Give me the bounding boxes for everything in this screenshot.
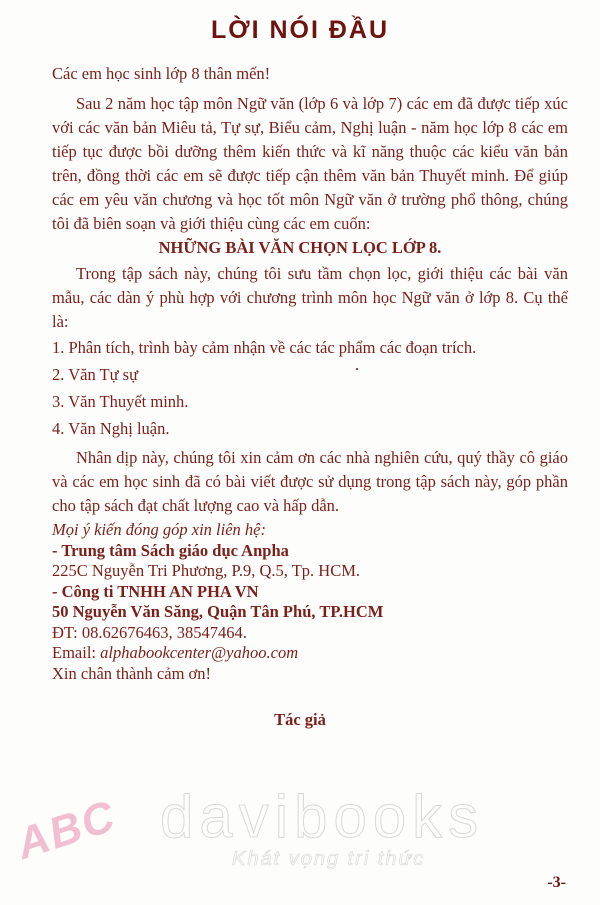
page-number: -3- [547,874,566,891]
org2-name: - Công ti TNHH AN PHA VN [52,581,259,601]
email-line [52,643,383,664]
watermark-brand: davibooks [160,783,485,850]
contact-intro: Mọi ý kiến đóng góp xin liên hệ: [52,520,266,539]
intro-paragraph: Sau 2 năm học tập môn Ngữ văn (lớp 6 và lớp 7) các em đã được tiếp xúc với các văn bản Miêu tả, Tự sự, Biểu cảm, Nghị luận - năm học lớp 8 các em tiếp tục được bồi dưỡng thêm kiến thức và kĩ năng thuộc các kiểu văn bản trên, đồng thời các em sẽ được tiếp cận thêm văn bản Thuyết minh. Để giúp các em yêu văn chương và học tốt môn Ngữ văn ở trường phổ thông, chúng tôi đã biên soạn và giới thiệu cùng các em cuốn: [52,94,568,233]
content-paragraph: Trong tập sách này, chúng tôi sưu tầm chọn lọc, giới thiệu các bài văn mẫu, các dàn ý phù hợp với chương trình môn học Ngữ văn ở lớp 8. Cụ thể là: [52,264,568,331]
org1-address: 225C Nguyễn Tri Phương, P.9, Q.5, Tp. HCM. [52,561,361,580]
ink-dot [356,368,358,370]
thanks-paragraph: Nhân dịp này, chúng tôi xin cảm ơn các nhà nghiên cứu, quý thầy cô giáo và các em học sinh đã có bài viết được sử dụng trong tập sách này, góp phần cho tập sách đạt chất lượng cao và hấp dẫn. [52,448,568,515]
list-item: 2. Văn Tự sự [52,365,139,384]
email-label: Email: [52,643,101,662]
list-item: 1. Phân tích, trình bày cảm nhận về các tác phẩm các đoạn trích. [52,338,477,357]
list-item: 4. Văn Nghị luận. [52,419,170,438]
email-link[interactable]: alphabookcenter@yahoo.com [100,643,299,662]
book-title: NHỮNG BÀI VĂN CHỌN LỌC LỚP 8. [158,238,442,257]
org1-name: - Trung tâm Sách giáo dục Anpha [52,540,289,560]
author-signature: Tác giả [274,710,326,729]
closing-thanks: Xin chân thành cảm ơn! [52,663,212,683]
abc-stamp: ABC [10,791,123,870]
org2-address: 50 Nguyễn Văn Săng, Quận Tân Phú, TP.HCM [52,602,384,621]
page-title: LỜI NÓI ĐẦU [210,16,390,44]
greeting: Các em học sinh lớp 8 thân mến! [52,64,271,83]
phone: ĐT: 08.62676463, 38547464. [52,622,247,642]
watermark-slogan: Khát vọng tri thức [232,848,426,870]
list-item: 3. Văn Thuyết minh. [52,392,189,411]
contact-block [52,520,383,684]
